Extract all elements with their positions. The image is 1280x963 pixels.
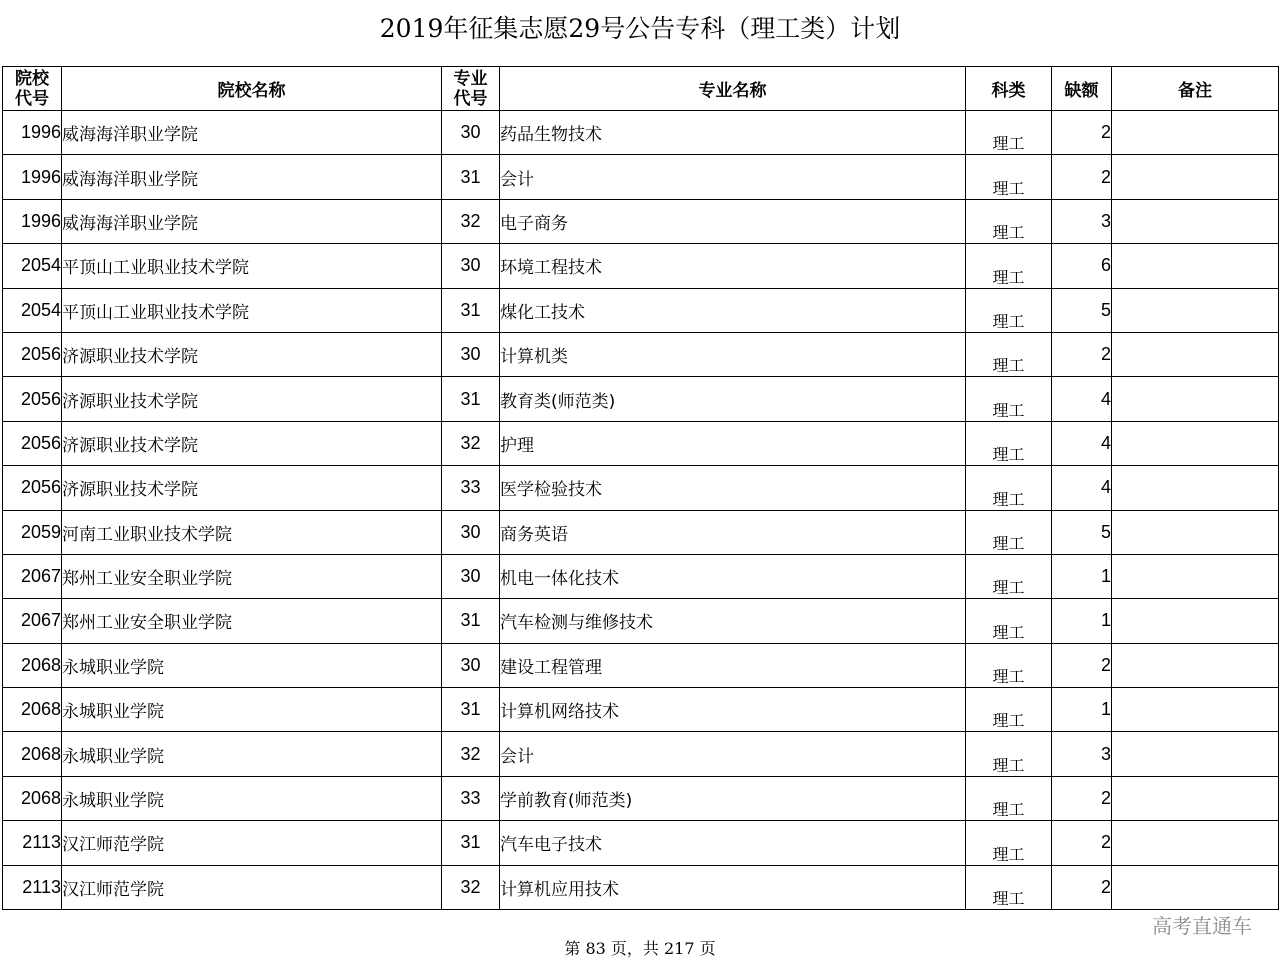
cell-major-code: 30	[442, 554, 500, 598]
cell-school-code: 2054	[3, 244, 62, 288]
cell-school-name: 河南工业职业技术学院	[62, 510, 442, 554]
cell-school-name: 济源职业技术学院	[62, 377, 442, 421]
cell-school-name: 永城职业学院	[62, 776, 442, 820]
cell-category: 理工	[966, 244, 1052, 288]
cell-note	[1112, 865, 1279, 909]
cell-quota: 4	[1052, 466, 1112, 510]
cell-school-name: 济源职业技术学院	[62, 332, 442, 376]
page-footer: 第 83 页，共 217 页	[564, 939, 716, 958]
cell-note	[1112, 732, 1279, 776]
cell-quota: 2	[1052, 155, 1112, 199]
cell-quota: 5	[1052, 510, 1112, 554]
table-row	[3, 199, 1279, 243]
header-major-name: 专业名称	[500, 67, 966, 111]
cell-category: 理工	[966, 599, 1052, 643]
cell-school-name: 永城职业学院	[62, 732, 442, 776]
table-row	[3, 155, 1279, 199]
cell-category: 理工	[966, 732, 1052, 776]
cell-category: 理工	[966, 643, 1052, 687]
cell-note	[1112, 111, 1279, 155]
cell-school-code: 2113	[3, 821, 62, 865]
cell-major-code: 30	[442, 244, 500, 288]
cell-category: 理工	[966, 288, 1052, 332]
cell-major-code: 32	[442, 421, 500, 465]
cell-major-code: 30	[442, 510, 500, 554]
table-row	[3, 111, 1279, 155]
cell-school-name: 威海海洋职业学院	[62, 155, 442, 199]
cell-major-code: 33	[442, 466, 500, 510]
cell-major-code: 31	[442, 599, 500, 643]
cell-quota: 1	[1052, 599, 1112, 643]
header-note: 备注	[1112, 67, 1279, 111]
cell-school-code: 1996	[3, 155, 62, 199]
cell-note	[1112, 199, 1279, 243]
cell-school-code: 2056	[3, 332, 62, 376]
cell-school-name: 威海海洋职业学院	[62, 199, 442, 243]
cell-quota: 2	[1052, 821, 1112, 865]
cell-note	[1112, 688, 1279, 732]
cell-note	[1112, 332, 1279, 376]
cell-school-code: 2067	[3, 554, 62, 598]
cell-note	[1112, 643, 1279, 687]
cell-school-code: 2068	[3, 776, 62, 820]
header-quota: 缺额	[1052, 67, 1112, 111]
cell-major-name: 汽车电子技术	[500, 821, 966, 865]
cell-note	[1112, 288, 1279, 332]
cell-major-name: 煤化工技术	[500, 288, 966, 332]
cell-school-code: 2068	[3, 732, 62, 776]
cell-quota: 3	[1052, 732, 1112, 776]
cell-note	[1112, 776, 1279, 820]
cell-quota: 1	[1052, 554, 1112, 598]
cell-school-code: 2068	[3, 643, 62, 687]
cell-note	[1112, 466, 1279, 510]
cell-school-name: 济源职业技术学院	[62, 466, 442, 510]
table-row	[3, 332, 1279, 376]
header-school-name: 院校名称	[62, 67, 442, 111]
table-row	[3, 776, 1279, 820]
cell-major-name: 医学检验技术	[500, 466, 966, 510]
cell-major-code: 31	[442, 377, 500, 421]
table-row	[3, 377, 1279, 421]
cell-category: 理工	[966, 332, 1052, 376]
cell-school-name: 永城职业学院	[62, 688, 442, 732]
cell-school-name: 汉江师范学院	[62, 865, 442, 909]
cell-category: 理工	[966, 688, 1052, 732]
cell-school-code: 2068	[3, 688, 62, 732]
table-row	[3, 466, 1279, 510]
cell-major-code: 32	[442, 199, 500, 243]
cell-note	[1112, 821, 1279, 865]
page-title: 2019年征集志愿29号公告专科（理工类）计划	[379, 14, 901, 43]
cell-major-code: 31	[442, 155, 500, 199]
cell-note	[1112, 554, 1279, 598]
table-row	[3, 821, 1279, 865]
table-header-row	[3, 67, 1279, 111]
cell-school-code: 1996	[3, 199, 62, 243]
cell-school-code: 2113	[3, 865, 62, 909]
plan-table	[2, 66, 1279, 910]
table-row	[3, 688, 1279, 732]
cell-major-name: 计算机应用技术	[500, 865, 966, 909]
cell-school-code: 2059	[3, 510, 62, 554]
cell-note	[1112, 377, 1279, 421]
cell-note	[1112, 510, 1279, 554]
cell-school-code: 2056	[3, 377, 62, 421]
cell-category: 理工	[966, 466, 1052, 510]
table-row	[3, 244, 1279, 288]
cell-major-name: 计算机类	[500, 332, 966, 376]
cell-major-name: 护理	[500, 421, 966, 465]
cell-school-code: 2067	[3, 599, 62, 643]
cell-quota: 2	[1052, 643, 1112, 687]
cell-school-code: 2054	[3, 288, 62, 332]
cell-major-code: 32	[442, 732, 500, 776]
cell-major-name: 机电一体化技术	[500, 554, 966, 598]
cell-school-name: 汉江师范学院	[62, 821, 442, 865]
cell-category: 理工	[966, 111, 1052, 155]
table-row	[3, 643, 1279, 687]
cell-category: 理工	[966, 821, 1052, 865]
table-row	[3, 421, 1279, 465]
table-row	[3, 554, 1279, 598]
cell-major-name: 汽车检测与维修技术	[500, 599, 966, 643]
table-row	[3, 510, 1279, 554]
cell-school-code: 1996	[3, 111, 62, 155]
cell-quota: 6	[1052, 244, 1112, 288]
cell-school-name: 济源职业技术学院	[62, 421, 442, 465]
cell-major-name: 会计	[500, 732, 966, 776]
cell-category: 理工	[966, 865, 1052, 909]
cell-major-name: 商务英语	[500, 510, 966, 554]
cell-major-name: 电子商务	[500, 199, 966, 243]
cell-major-code: 30	[442, 111, 500, 155]
cell-category: 理工	[966, 776, 1052, 820]
cell-quota: 1	[1052, 688, 1112, 732]
cell-major-name: 教育类(师范类)	[500, 377, 966, 421]
cell-major-code: 30	[442, 643, 500, 687]
cell-school-name: 郑州工业安全职业学院	[62, 554, 442, 598]
cell-category: 理工	[966, 421, 1052, 465]
cell-category: 理工	[966, 377, 1052, 421]
cell-category: 理工	[966, 155, 1052, 199]
cell-major-name: 环境工程技术	[500, 244, 966, 288]
cell-school-code: 2056	[3, 466, 62, 510]
cell-major-code: 32	[442, 865, 500, 909]
cell-quota: 4	[1052, 377, 1112, 421]
table-row	[3, 288, 1279, 332]
cell-major-code: 31	[442, 821, 500, 865]
cell-major-name: 计算机网络技术	[500, 688, 966, 732]
cell-major-code: 30	[442, 332, 500, 376]
header-school-code: 院校 代号	[3, 67, 62, 111]
table-row	[3, 599, 1279, 643]
cell-major-name: 会计	[500, 155, 966, 199]
cell-school-name: 威海海洋职业学院	[62, 111, 442, 155]
cell-quota: 2	[1052, 865, 1112, 909]
cell-school-name: 平顶山工业职业技术学院	[62, 288, 442, 332]
cell-note	[1112, 155, 1279, 199]
cell-school-code: 2056	[3, 421, 62, 465]
cell-school-name: 平顶山工业职业技术学院	[62, 244, 442, 288]
cell-category: 理工	[966, 199, 1052, 243]
cell-quota: 2	[1052, 111, 1112, 155]
cell-school-name: 永城职业学院	[62, 643, 442, 687]
cell-quota: 2	[1052, 776, 1112, 820]
header-category: 科类	[966, 67, 1052, 111]
cell-note	[1112, 244, 1279, 288]
cell-quota: 3	[1052, 199, 1112, 243]
cell-category: 理工	[966, 554, 1052, 598]
watermark: 高考直通车	[1152, 914, 1252, 938]
cell-major-name: 药品生物技术	[500, 111, 966, 155]
cell-category: 理工	[966, 510, 1052, 554]
cell-quota: 4	[1052, 421, 1112, 465]
cell-major-code: 31	[442, 688, 500, 732]
header-major-code: 专业 代号	[442, 67, 500, 111]
cell-note	[1112, 599, 1279, 643]
table-body	[3, 111, 1279, 910]
table-row	[3, 865, 1279, 909]
cell-note	[1112, 421, 1279, 465]
cell-quota: 2	[1052, 332, 1112, 376]
cell-major-code: 31	[442, 288, 500, 332]
cell-major-name: 建设工程管理	[500, 643, 966, 687]
cell-major-name: 学前教育(师范类)	[500, 776, 966, 820]
cell-school-name: 郑州工业安全职业学院	[62, 599, 442, 643]
cell-major-code: 33	[442, 776, 500, 820]
cell-quota: 5	[1052, 288, 1112, 332]
table-row	[3, 732, 1279, 776]
